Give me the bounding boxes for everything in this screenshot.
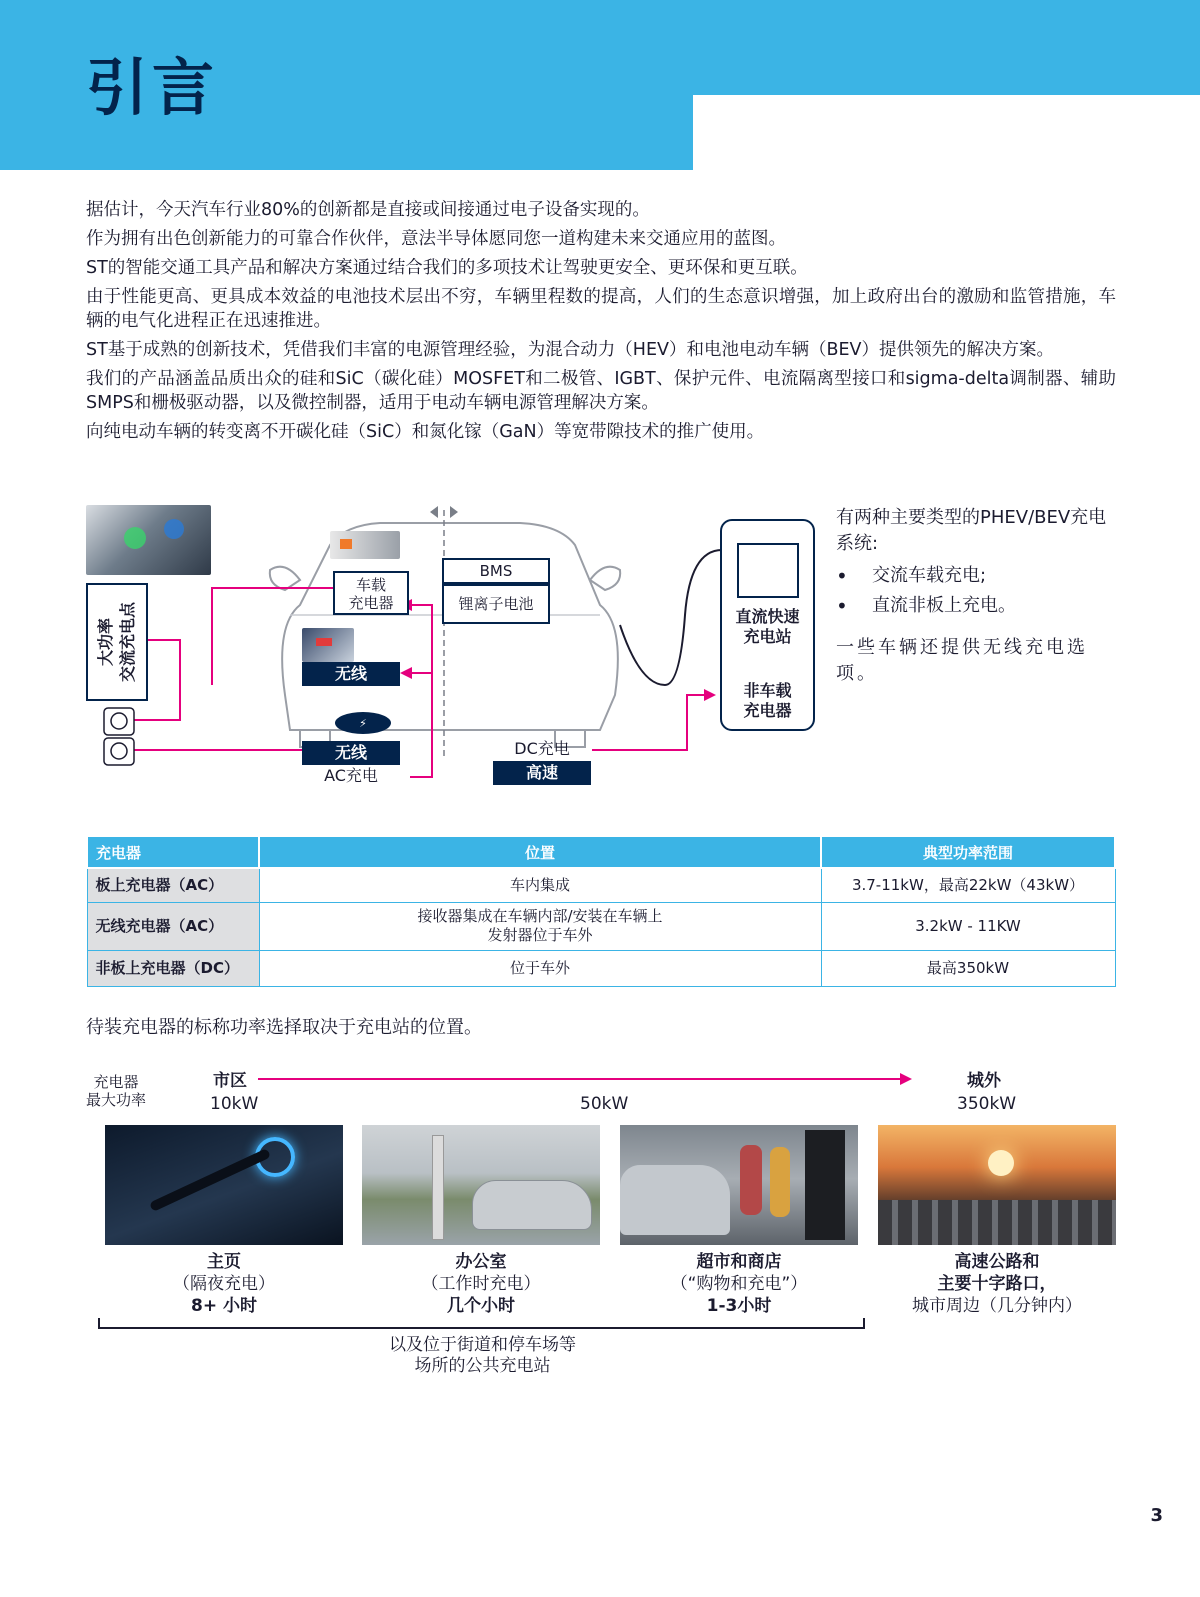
- table-cell: 3.2kW - 11KW: [821, 902, 1115, 950]
- public-station-note: 以及位于街道和停车场等 场所的公共充电站: [389, 1335, 576, 1376]
- power-350kw: 350kW: [957, 1094, 1017, 1114]
- supermarket-charging-photo: [620, 1125, 858, 1245]
- power-caption: 待装充电器的标称功率选择取决于充电站的位置。: [86, 1017, 482, 1038]
- office-sub: （工作时充电）: [421, 1274, 541, 1294]
- home-caption: [105, 1251, 343, 1317]
- table-cell: 最高350kW: [821, 950, 1115, 986]
- city-label: 市区: [213, 1071, 247, 1091]
- highway-caption: [878, 1251, 1116, 1317]
- charging-types-text: [836, 505, 1116, 687]
- highway-time: 城市周边（几分钟内）: [912, 1296, 1082, 1316]
- header-power: 典型功率范围: [821, 836, 1115, 868]
- home-time: 8+ 小时: [191, 1296, 257, 1316]
- ac-charging-point-box: [86, 583, 148, 701]
- highway-name: 高速公路和: [954, 1252, 1040, 1272]
- intro-paragraph: 向纯电动车辆的转变离不开碳化硅（SiC）和氮化镓（GaN）等宽带隙技术的推广使用。: [86, 422, 765, 442]
- intro-text: [86, 198, 1116, 449]
- table-cell: 位于车外: [259, 950, 821, 986]
- table-cell: 无线充电器（AC）: [87, 902, 259, 950]
- office-time: 几个小时: [447, 1296, 515, 1316]
- table-row: [87, 868, 1115, 902]
- table-header-row: [87, 836, 1115, 868]
- highway-sub: 主要十字路口，: [937, 1274, 1057, 1294]
- office-name: 办公室: [455, 1252, 507, 1272]
- power-50kw: 50kW: [580, 1094, 629, 1114]
- list-item: • 交流车载充电;: [836, 563, 1116, 589]
- wireless-receiver-photo: [302, 628, 354, 662]
- public-bracket: [0, 1316, 1200, 1336]
- bms-box: BMS: [442, 558, 550, 584]
- supermarket-caption: [620, 1251, 858, 1317]
- supermarket-time: 1-3小时: [706, 1296, 772, 1316]
- home-charging-photo: [105, 1125, 343, 1245]
- table-cell: 非板上充电器（DC）: [87, 950, 259, 986]
- intro-paragraph: ST的智能交通工具产品和解决方案通过结合我们的多项技术让驾驶更安全、更环保和更互联。: [86, 258, 808, 278]
- dc-station-label: 直流快速 充电站: [735, 607, 800, 646]
- page-number: 3: [1150, 1505, 1163, 1526]
- outside-label: 城外: [967, 1071, 1001, 1091]
- scale-arrow: [0, 1065, 1200, 1095]
- intro-paragraph: ST基于成熟的创新技术，凭借我们丰富的电源管理经验，为混合动力（HEV）和电池电动车辆（BEV）提供领先的解决方案。: [86, 340, 1055, 360]
- table-row: [87, 902, 1115, 950]
- ac-charging-point-label: 大功率 交流充电点: [96, 601, 138, 683]
- intro-paragraph: 据估计，今天汽车行业80%的创新都是直接或间接通过电子设备实现的。: [86, 200, 650, 220]
- ac-charging-label: AC充电: [324, 766, 378, 785]
- table-cell: 3.7-11kW，最高22kW（43kW）: [821, 868, 1115, 902]
- onboard-charger-photo: [330, 531, 400, 559]
- office-charging-photo: [362, 1125, 600, 1245]
- office-caption: [362, 1251, 600, 1317]
- high-speed-label: 高速: [493, 761, 591, 785]
- offboard-charger-label: 非车载 充电器: [743, 681, 792, 720]
- wireless-label-top: 无线: [302, 662, 400, 686]
- intro-paragraph: 作为拥有出色创新能力的可靠合作伙伴，意法半导体愿同您一道构建未来交通应用的蓝图。: [86, 229, 786, 249]
- table-cell: 车内集成: [259, 868, 821, 902]
- intro-paragraph: 我们的产品涵盖品质出众的硅和SiC（碳化硅）MOSFET和二极管、IGBT、保护元件、电流隔离型接口和sigma-delta调制器、辅助SMPS和栅极驱动器，以及微控制器，适用于电动车辆电源管理解决方案。: [86, 369, 1116, 413]
- max-power-label: 充电器 最大功率: [86, 1073, 147, 1109]
- charger-table: [86, 835, 1116, 987]
- home-sub: （隔夜充电）: [173, 1274, 275, 1294]
- table-cell: 接收器集成在车辆内部/安装在车辆上 发射器位于车外: [259, 902, 821, 950]
- list-item: • 直流非板上充电。: [836, 593, 1116, 619]
- home-name: 主页: [207, 1252, 241, 1272]
- dc-charging-label: DC充电: [514, 739, 570, 758]
- table-row: [87, 950, 1115, 986]
- wireless-label-bottom: 无线: [302, 741, 400, 765]
- side-note: 一些车辆还提供无线充电选项。: [836, 637, 1088, 684]
- table-cell: 板上充电器（AC）: [87, 868, 259, 902]
- header-charger: 充电器: [87, 836, 259, 868]
- svg-text:⚡: ⚡: [359, 717, 367, 730]
- power-10kw: 10kW: [210, 1094, 259, 1114]
- supermarket-sub: （“购物和充电”）: [670, 1274, 808, 1294]
- charging-plug-photo: [86, 505, 211, 575]
- dc-fast-station: [720, 519, 815, 731]
- intro-paragraph: 由于性能更高、更具成本效益的电池技术层出不穷，车辆里程数的提高，人们的生态意识增强，加上政府出台的激励和监管措施，车辆的电气化进程正在迅速推进。: [86, 287, 1116, 331]
- onboard-charger-box: 车载 充电器: [333, 571, 409, 615]
- page-title: 引言: [86, 51, 219, 124]
- highway-charging-photo: [878, 1125, 1116, 1245]
- charging-types-list: [836, 563, 1116, 619]
- station-screen: [737, 543, 799, 598]
- side-intro: 有两种主要类型的PHEV/BEV充电系统:: [836, 507, 1107, 554]
- supermarket-name: 超市和商店: [696, 1252, 782, 1272]
- battery-box: 锂离子电池: [442, 584, 550, 624]
- header-location: 位置: [259, 836, 821, 868]
